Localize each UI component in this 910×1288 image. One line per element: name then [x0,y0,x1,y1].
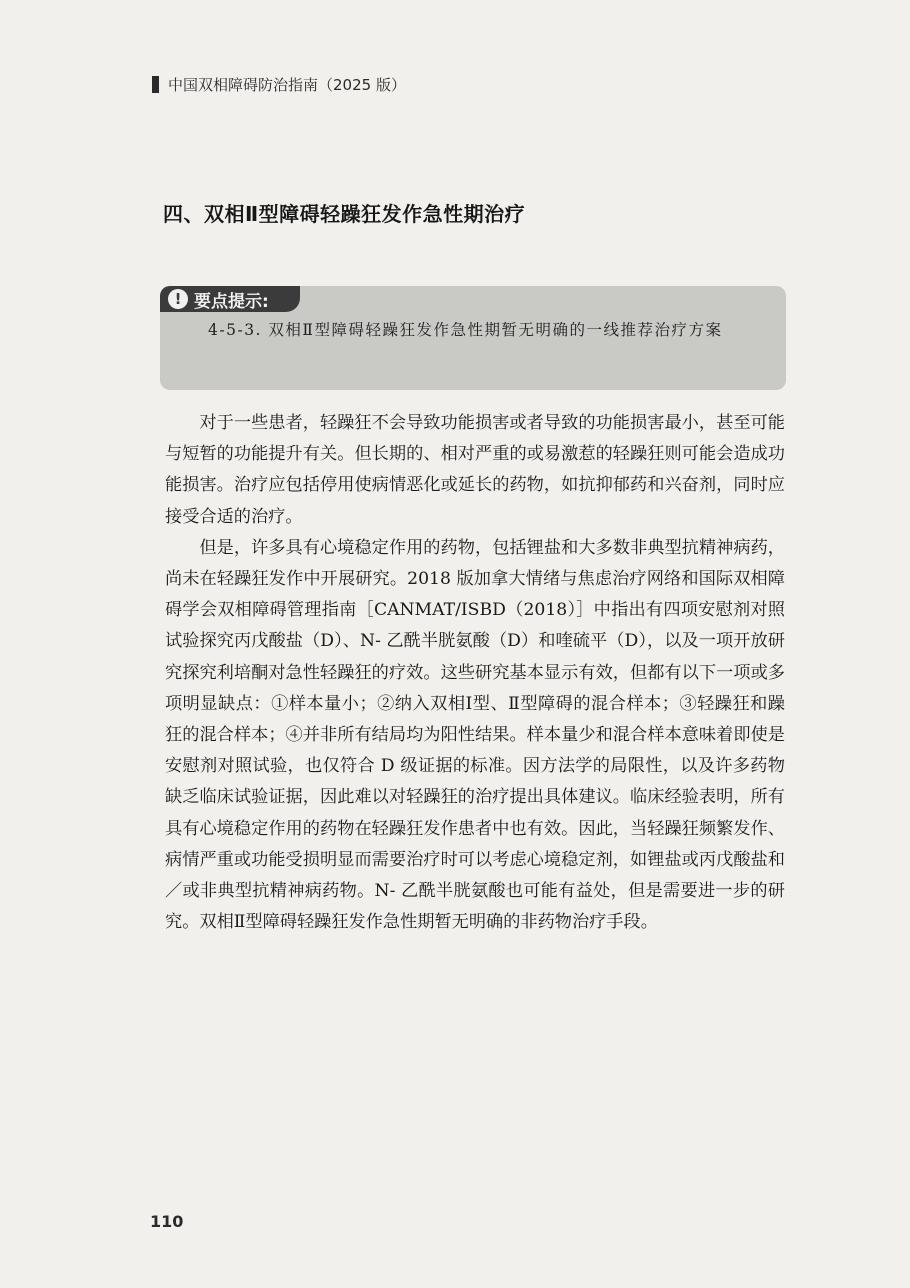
paragraph: 但是，许多具有心境稳定作用的药物，包括锂盐和大多数非典型抗精神病药，尚未在轻躁狂发作中开展研究。2018 版加拿大情绪与焦虑治疗网络和国际双相障碍学会双相障碍管理指南［CANMAT/ISBD（2018）］中指出有四项安慰剂对照试验探究丙戊酸盐（D）、N- 乙酰半胱氨酸（D）和喹硫平（D），以及一项开放研究探究利培酮对急性轻躁狂的疗效。这些研究基本显示有效，但都有以下一项或多项明显缺点：①样本量小；②纳入双相Ⅰ型、Ⅱ型障碍的混合样本；③轻躁狂和躁狂的混合样本；④并非所有结局均为阳性结果。样本量少和混合样本意味着即使是安慰剂对照试验，也仅符合 D 级证据的标准。因方法学的局限性，以及许多药物缺乏临床试验证据，因此难以对轻躁狂的治疗提出具体建议。临床经验表明，所有具有心境稳定作用的药物在轻躁狂发作患者中也有效。因此，当轻躁狂频繁发作、病情严重或功能受损明显而需要治疗时可以考虑心境稳定剂，如锂盐或丙戊酸盐和／或非典型抗精神病药物。N- 乙酰半胱氨酸也可能有益处，但是需要进一步的研究。双相Ⅱ型障碍轻躁狂发作急性期暂无明确的非药物治疗手段。 [165,537,785,933]
header-marker-bar [152,76,159,93]
section-title: 四、双相Ⅱ型障碍轻躁狂发作急性期治疗 [163,202,526,226]
key-points-label: 要点提示: [194,291,269,312]
key-points-tab [160,286,300,312]
exclamation-circle-icon: ! [168,289,188,309]
running-header [152,74,406,95]
running-title: 中国双相障碍防治指南（2025 版） [168,76,406,94]
body-text [165,408,785,938]
page-number: 110 [150,1212,184,1231]
key-points-text: 4-5-3. 双相Ⅱ型障碍轻躁狂发作急性期暂无明确的一线推荐治疗方案 [208,321,723,339]
key-points-box [160,286,786,390]
paragraph: 对于一些患者，轻躁狂不会导致功能损害或者导致的功能损害最小，甚至可能与短暂的功能提升有关。但长期的、相对严重的或易激惹的轻躁狂则可能会造成功能损害。治疗应包括停用使病情恶化或延长的药物，如抗抑郁药和兴奋剂，同时应接受合适的治疗。 [165,413,785,527]
